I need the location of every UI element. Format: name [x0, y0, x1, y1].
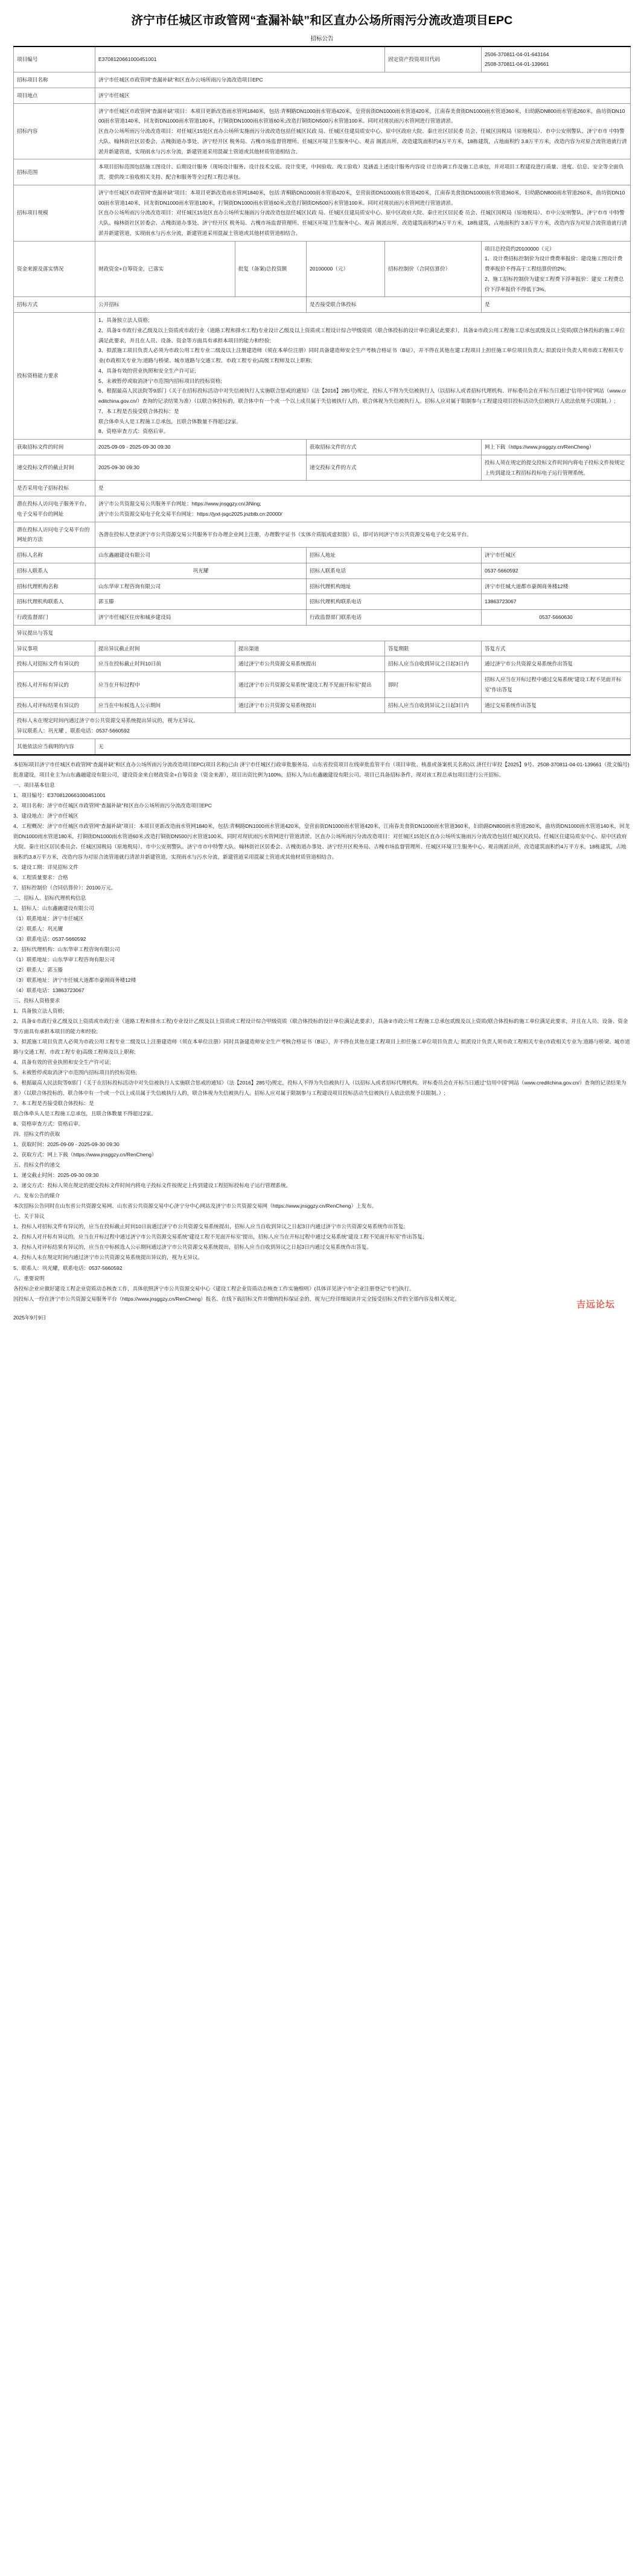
platform-label: 潜在投标人访问电子服务平台、电子交易平台的网址 [14, 496, 95, 522]
table-row-objection-title [14, 625, 631, 641]
table-row-other [14, 739, 631, 754]
qualification-item: 2、具备①市政行业乙级及以上资质或市政行业（道路工程和排水工程)专业设计乙级及以上资质或工程设计综合甲级资质（联合体投标的设计单位满足此要求），具备②市政公用工程施工总承包贰级及以上资质(联合体投标的施工单位满足此要求，并且在人员、设备、资金等方面具有承担本项目的能力和经验; [98, 327, 625, 344]
funding-label: 资金来源及落实情况 [14, 241, 95, 297]
fixed-asset-label: 固定资产投资项目代码 [385, 46, 482, 72]
objection-item: 投标人对招标文件有异议的 [14, 656, 95, 672]
qualification-item: 5、未被暂停或取消济宁市范围内招标项目的投标资格; [98, 377, 222, 384]
section-1-item: 2、项目名称：济宁市任城区市政管网“查漏补缺”和区直办公场所雨污分流改造项目EPC [13, 802, 212, 809]
bid-method-label: 招标方式 [14, 297, 95, 313]
objection-note-1: 投标人未在规定时间内通过济宁市公共资源交易系统提出异议的，视为无异议。 [17, 717, 199, 724]
consortium-value: 是 [482, 297, 631, 313]
qualification-label: 投标资格能力要求 [14, 313, 95, 440]
objection-channel: 通过济宁市公共资源交易系统“建设工程不见面开标室”提出 [235, 672, 385, 698]
agency-phone-value: 13863723067 [482, 594, 631, 610]
section-8-title: 八、重要说明 [13, 1275, 45, 1281]
objection-reply-way: 通过交易系统作出答复 [482, 697, 631, 713]
section-2-item: 1、招标人：山东鑫融建设有限公司 [13, 905, 94, 911]
objection-reply-period: 招标人应当自收到异议之日起3日内 [385, 697, 482, 713]
tenderee-phone-label: 招标人联系电话 [307, 563, 482, 578]
table-row-project-number [14, 46, 631, 72]
section-2-item: （2）联系人：巩光耀 [13, 925, 63, 932]
table-row-funding [14, 241, 631, 297]
qualification-item: 3、拟派施工项目负责人必须为市政公用工程专业二级及以上注册建造师（须在本单位注册）同时具备建造师安全生产考核合格证书（B证），并不得在其他在建工程项目上担任施工单位项目负责人; 拟派设计负责人须市政工程相关专业(市政相关专业为:道路与桥梁、城市道路与交通工程、市政工程专业)高级工程师及以上职称; [98, 347, 624, 364]
scale-value [95, 185, 631, 241]
content-value [95, 103, 631, 159]
qualification-value [95, 313, 631, 440]
table-row-qualification [14, 313, 631, 440]
tenderee-phone-value: 0537-5660592 [482, 563, 631, 578]
objection-deadline: 应当在开标过程中 [95, 672, 235, 698]
platform-url-trading: 济宁市公共资源交易电子化交易平台网址：https://jyxt-jsgc2025.jnzbtb.cn:20000/ [98, 510, 282, 517]
get-doc-time-label: 获取招标文件的时间 [14, 440, 95, 455]
content-paragraph-1: 济宁市任城区市政管网“查漏补缺”项目：本项目更新改造雨水管网1840米，包括:青桐路DN1000雨水管道420米，皇营前街DN1000雨水管道420米，江南春美食街DN1000雨水管道360米，妇幼路DN800雨水管道260米，曲坊街DN1000雨水管道140米，回龙街DN1000雨水管道180米，打铜街DN1000雨水管道60米;改造打铜街DN500污水管道100米。同时对现状雨污水管网进行管道清淤。 [98, 107, 625, 124]
tenderee-name-value: 山东鑫融建设有限公司 [95, 548, 307, 563]
submit-way-value: 投标人须在规定的提交投标文件时间内将电子投标文件按规定上传到建设工程招标投标电子运行管理系统。 [482, 455, 631, 481]
section-8-item: 因投标人一经在济宁市公共资源交易服务平台（https://www.jnsggzy.cn/RenCheng）报名、在线下载招标文件并缴纳投标保证金的，视为已经详细阅读并完全接受招标文件的全部内容及相关规定。 [13, 1295, 460, 1302]
section-3-item: 8、资格审查方式：资格后审。 [13, 1121, 84, 1127]
qualification-item: 4、具备有效的营业执照和安全生产许可证; [98, 367, 196, 374]
section-6-title: 六、发布公告的媒介 [13, 1193, 60, 1199]
platform-url-public: 济宁市公共资源交易公共服务平台网址：https://www.jnsggzy.cn/JiNing; [98, 501, 261, 507]
page-subtitle: 招标公告 [310, 35, 334, 42]
project-number-value: E3708120661000451001 [95, 46, 385, 72]
table-row-tenderee-contact [14, 563, 631, 578]
section-1-item: 4、工程概况：济宁市任城区市政管网“查漏补缺”项目：本项目更新改造雨水管网1840米，包括:青桐路DN1000雨水管道420米，皇营前街DN1000雨水管道420米，江南春美食街DN1000雨水管道360米，妇幼路DN800雨水管道260米，曲坊街DN1000雨水管道140米，回龙街DN1000雨水管道180米，打铜街DN1000雨水管道60米;改造打铜街DN500污水管道100米。同时对现状雨污水管网进行管道清淤。区直办公场所雨污分流改造项目：对任城区15处区直办公场所实施雨污分流改造包括任城区民政局、任城区住建局质安中心、原中区政府大院、秦庄社区居民委员会、任城区国税局（原地税局）、市中公安刑警队、济宁市市中特警大队、翰林街社区居委会、古槐街道办事处、济宁经开区税务局、古槐市场监督管理所、任城区环境卫生服务中心、观音阁派出所，改造建筑面积约4万平方米，18栋建筑，占地面积约3.8万平方米，改造内容为对原合流管道就行清淤并新建管道，实现雨水与污水分流，新建管道采用混凝土管道或其他材质管道相结合。 [13, 822, 630, 860]
agency-contact-label: 招标代理机构联系人 [14, 594, 95, 610]
body-intro: 本招标项目济宁市任城区市政管网“查漏补缺”和区直办公场所雨污分流改造项目EPC(项目名称)已由 济宁市任城区行政审批服务局、山东省投资项目在线审批监管平台（项目审批、核准或备案机关名称)以 济任行审投【2025】9号、2508-370811-04-01-139661（批文编号)批准建设，项目业主为山东鑫融建设有限公司，建设资金来自财政资金+自筹资金（资金来源），项目出资比例为100%，招标人为山东鑫融建设有限公司。项目已具备招标条件，现对该工程总承包项目进行公开招标。 [13, 761, 630, 778]
table-row-bid-method [14, 297, 631, 313]
section-1-title: 一、项目基本信息 [13, 781, 55, 788]
submit-deadline-label: 递交投标文件的截止时间 [14, 455, 95, 481]
control-price-line-2: 1、设计费招标控制价为设计费费率报价：建设施工图设计费费率报价不得高于工程结算价的2%; [485, 255, 623, 272]
agency-address-value: 济宁市任城大道都市豪阁商务楼12楼 [482, 578, 631, 594]
objection-item: 投标人对开标有异议的 [14, 672, 95, 698]
objection-item: 投标人对评标结果有异议的 [14, 697, 95, 713]
table-row-ebid [14, 481, 631, 496]
qualification-item: 1、具备独立法人资格; [98, 317, 150, 324]
section-7-item: 3、投标人对评标结果有异议的，应当在中标候选人公示期间通过济宁市公共资源交易系统提出，招标人应当自收到异议之日起3日内通过交易系统作出答复。 [13, 1244, 372, 1251]
other-content-label: 其他依法应当载明的内容 [14, 739, 95, 754]
objection-reply-way: 通过济宁市公共资源交易系统作出答复 [482, 656, 631, 672]
control-price-value [482, 241, 631, 297]
section-2-item: 2、招标代理机构：山东华审工程咨询有限公司 [13, 946, 120, 953]
ebid-label: 是否采用电子招标投标 [14, 481, 95, 496]
tenderee-contact-label: 招标人联系人 [14, 563, 95, 578]
section-1-item: 3、建设地点：济宁市任城区 [13, 812, 78, 819]
section-2-item: （2）联系人：郭玉滕 [13, 967, 63, 973]
scale-paragraph-1: 济宁市任城区市政管网“查漏补缺”项目：本项目更新改造雨水管网1840米，包括:青桐路DN1000雨水管道420米，皇营前街DN1000雨水管道420米，江南春美食街DN1000雨水管道360米，妇幼路DN800雨水管道260米，曲坊街DN1000雨水管道140米，回龙街DN1000雨水管道180米，打铜街DN1000雨水管道60米;改造打铜街DN500污水管道100米。同时对现状雨污水管网进行管道清淤。 [98, 189, 625, 206]
qualification-item: 8、资格审查方式：资格后审。 [98, 428, 169, 435]
section-2-title: 二、招标人、招标代理机构信息 [13, 894, 86, 901]
section-6-item: 本次招标公告同时在山东省公共资源交易网、山东省公共资源交易中心济宁分中心网站及济宁市公共资源交易网（https://www.jnsggzy.cn/RenCheng）上发布。 [13, 1203, 377, 1210]
agency-address-label: 招标代理机构地址 [307, 578, 482, 594]
section-2-item: （1）联系地址：山东华审工程咨询有限公司 [13, 956, 115, 963]
section-5-item: 2、递交方式：投标人须在规定的提交投标文件时间内将电子投标文件按规定上传到建设工程招标投标电子运行管理系统。 [13, 1182, 292, 1189]
project-name-label: 招标项目名称 [14, 72, 95, 88]
table-row-get-doc [14, 440, 631, 455]
tender-info-table [13, 46, 631, 755]
section-3-item: 7、本工程是否接受联合体投标：是 [13, 1100, 94, 1107]
section-7-title: 七、关于异议 [13, 1213, 45, 1220]
scope-label: 招标范围 [14, 159, 95, 185]
table-row-agency-contact [14, 594, 631, 610]
project-site-value: 济宁市任城区 [95, 88, 631, 103]
publish-date: 2025年9月9日 [13, 1314, 46, 1321]
section-3-item: 联合体牵头人是工程施工总承包，且联合体数量不得超过2家。 [13, 1110, 156, 1117]
submit-way-label: 递交投标文件的方式 [307, 455, 482, 481]
tenderee-address-label: 招标人地址 [307, 548, 482, 563]
section-3-item: 6、根据最高人民法院等9部门《关于在招标投标活动中对失信被执行人实施联合惩戒的通知》（法【2016】285号)规定，投标人不得为失信被执行人（以招标人或者招标代理机构、评标委员会在开标当日通过“信用中国”网站（www.creditchina.gov.cn/）查询的记录结果为准）（以联合体投标的，联合体中有一个或一个以上成员属于失信被执行人的，联合体视为失信被执行人。招标人应对属于限制参与工程建设项目投标活动失信被执行人依法依规予以限制。）; [13, 1080, 626, 1097]
control-price-line-1: 项目总投资约20100000（元） [485, 245, 555, 252]
supervisor-label: 行政监督部门 [14, 610, 95, 626]
objection-header-deadline: 提出异议截止时间 [95, 641, 235, 656]
platform-method-label: 潜在投标人访问电子交易平台的网址的方法 [14, 522, 95, 548]
tenderee-name-label: 招标人名称 [14, 548, 95, 563]
objection-header-channel: 提出渠道 [235, 641, 385, 656]
control-price-label: 招标控制价（合同估算价） [385, 241, 482, 297]
section-7-item: 1、投标人对招标文件有异议的，应当在投标截止时间10日前通过济宁市公共资源交易系统提出，招标人应当自收到异议之日起3日内通过济宁市公共资源交易系统作出答复; [13, 1223, 405, 1230]
site-watermark: 吉远论坛 [576, 1299, 615, 1310]
section-3-item: 2、具备①市政行业乙级及以上资质或市政行业（道路工程和排水工程)专业设计乙级及以上资质或工程设计综合甲级资质（联合体投标的设计单位满足此要求），具备②市政公用工程施工总承包贰级及以上资质(联合体投标的施工单位满足此要求，并且在人员、设备、资金等方面具有承担本项目的能力和经验; [13, 1018, 628, 1035]
table-row-objection [14, 672, 631, 698]
qualification-item: 联合体牵头人是工程施工总承包，且联合体数量不得超过2家。 [98, 418, 241, 425]
project-site-label: 项目地点 [14, 88, 95, 103]
agency-phone-label: 招标代理机构联系电话 [307, 594, 482, 610]
other-content-value: 无 [95, 739, 631, 754]
objection-header-reply-way: 答复方式 [482, 641, 631, 656]
table-row-content [14, 103, 631, 159]
section-5-title: 五、投标文件的递交 [13, 1162, 60, 1168]
table-row-project-name [14, 72, 631, 88]
get-doc-time-value: 2025-09-09 - 2025-09-30 09:30 [95, 440, 307, 455]
objection-notes [14, 713, 631, 739]
section-2-item: （3）联系地址：济宁市任城大道都市豪阁商务楼12楼 [13, 977, 136, 984]
section-8-item: 各投标企业应做好建设工程企业资质动态核查工作，具体依照济宁市公共资源交易中心《建设工程企业资质动态核查工作实施细则》(具体详见济宁市“企业注册登记”专栏)执行。 [13, 1285, 415, 1292]
bid-method-value: 公开招标 [95, 297, 307, 313]
table-row-agency [14, 578, 631, 594]
get-doc-way-value: 网上下载（https://www.jnsggzy.cn/RenCheng） [482, 440, 631, 455]
section-3-item: 3、拟派施工项目负责人必须为市政公用工程专业二级及以上注册建造师（须在本单位注册）同时具备建造师安全生产考核合格证书（B证），并不得在其他在建工程项目上担任施工单位项目负责人; 拟派设计负责人须市政工程相关专业(市政相关专业为:道路与桥梁、城市道路与交通工程、市政工程专业)高级工程师及以上职称; [13, 1039, 630, 1056]
content-paragraph-2: 区直办公场所雨污分流改造项目：对任城区15处区直办公场所实施雨污分流改造包括任城区民政 局、任城区住建局质安中心、原中区政府大院、秦庄社区居民委 员会、任城区国税局（原地税局）、市中公安刑警队、济宁市市 中特警大队、翰林街社区居委会、古槐街道办事处、济宁经开区 税务局、古槐市场监督管理所、任城区环境卫生服务中心、观音 阁派出所，改造建筑面积约4万平方米，18栋建筑，占地面积约 3.8万平方米，改造内容为对原合流管道就行清淤并新建管道，实现雨水与污水分流，新建管道采用混凝土管道或其他材质管道相结合。 [98, 128, 627, 155]
tenderee-address-value: 济宁市任城区 [482, 548, 631, 563]
objection-reply-way: 招标人应当在开标过程中通过交易系统“建设工程不见面开标室”作出答复 [482, 672, 631, 698]
table-row-project-site [14, 88, 631, 103]
qualification-item: 6、根据最高人民法院等9部门《关于在招标投标活动中对失信被执行人实施联合惩戒的通知》（法【2016】285号)规定，投标人不得为失信被执行人（以招标人或者招标代理机构、评标委员会在开标当日通过“信用中国”网站（www.creditchina.gov.cn/）查询的记录结果为准）（以联合体投标的，联合体中有一个或一个以上成员属于失信被执行人的，联合体视为失信被执行人。招标人应对属于限制参与工程建设项目投标活动失信被执行人依法依规予以限制。）; [98, 388, 626, 405]
funding-source-value: 财政资金+自筹资金，已落实 [95, 241, 235, 297]
table-row-scale [14, 185, 631, 241]
section-1-item: 1、项目编号：E3708120661000451001 [13, 792, 106, 798]
fixed-asset-value [482, 46, 631, 72]
platform-method-value: 各潜在投标人登录济宁市公共资源交易公共服务平台办理企业网上注册，办理数字证书（实体介质版或虚拟版）后，即可访问济宁市公共资源交易电子化交易平台。 [95, 522, 631, 548]
scale-label: 招标项目规模 [14, 185, 95, 241]
section-2-item: （3）联系电话：0537-5660592 [13, 936, 86, 942]
fixed-asset-value-1: 2506-370811-04-01-643164 [485, 51, 549, 57]
agency-name-value: 山东华审工程咨询有限公司 [95, 578, 307, 594]
section-7-item: 2、投标人对开标有异议的，应当在开标过程中通过济宁市公共资源交易系统“建设工程不见面开标室”提出，招标人应当在开标过程中通过交易系统“建设工程不见面开标室”作出答复; [13, 1234, 424, 1240]
approved-investment-label: 批复（备案)总投资额 [235, 241, 307, 297]
scale-paragraph-2: 区直办公场所雨污分流改造项目：对任城区15处区直办公场所实施雨污分流改造包括任城区民政 局、任城区住建局质安中心、原中区政府大院、秦庄社区居民委 员会、任城区国税局（原地税局）、市中公安刑警队、济宁市市 中特警大队、翰林街社区居委会、古槐街道办事处、济宁经开区 税务局、古槐市场监督管理所、任城区环境卫生服务中心、观音 阁派出所，改造建筑面积约4万平方米，18栋建筑，占地面积约 3.8万平方米，改造内容为对原合流管道就行清淤并新建管道，实现雨水与污水分流，新建管道采用混凝土管道或其他材质管道相结合。 [98, 210, 627, 236]
supervisor-value: 济宁市任城区住房和城乡建设局 [95, 610, 307, 626]
objection-header-reply-period: 答复期限 [385, 641, 482, 656]
fixed-asset-value-2: 2508-370811-04-01-139661 [485, 61, 549, 68]
project-number-label: 项目编号 [14, 46, 95, 72]
section-2-item: （4）联系电话：13863723067 [13, 987, 84, 994]
agency-contact-value: 郭玉滕 [95, 594, 307, 610]
table-row-scope [14, 159, 631, 185]
get-doc-way-label: 获取招标文件的方式 [307, 440, 482, 455]
announcement-body [13, 755, 631, 1304]
objection-section-title: 异议提出与答复 [14, 625, 631, 641]
section-3-item: 4、具备有效的营业执照和安全生产许可证; [13, 1059, 111, 1066]
objection-header-row [14, 641, 631, 656]
submit-deadline-value: 2025-09-30 09:30 [95, 455, 307, 481]
objection-deadline: 应当在投标截止时间10日前 [95, 656, 235, 672]
table-row-objection [14, 656, 631, 672]
approved-investment-value: 20100000（元） [307, 241, 385, 297]
section-1-item: 6、工程质量要求：合格 [13, 874, 68, 880]
section-4-item: 2、获取方式：网上下载（https://www.jnsggzy.cn/RenCheng） [13, 1152, 157, 1158]
section-3-title: 三、投标人资格要求 [13, 998, 60, 1004]
section-3-item: 1、具备独立法人资格; [13, 1008, 65, 1014]
objection-reply-period: 招标人应当自收到异议之日起3日内 [385, 656, 482, 672]
tenderee-contact-value: 巩光耀 [95, 563, 307, 578]
table-row-platform-method [14, 522, 631, 548]
section-4-title: 四、招标文件的获取 [13, 1131, 60, 1138]
section-5-item: 1、递交截止时间：2025-09-30 09:30 [13, 1172, 99, 1179]
table-row-objection [14, 697, 631, 713]
table-row-supervisor [14, 610, 631, 626]
supervisor-phone-label: 行政监督部门联系电话 [307, 610, 482, 626]
table-row-tenderee [14, 548, 631, 563]
page-title: 济宁市任城区市政管网“查漏补缺”和区直办公场所雨污分流改造项目EPC [131, 14, 513, 27]
agency-name-label: 招标代理机构名称 [14, 578, 95, 594]
consortium-label: 是否接受联合体投标 [307, 297, 482, 313]
content-label: 招标内容 [14, 103, 95, 159]
table-row-platform [14, 496, 631, 522]
section-7-item: 5、联系人：巩光耀，联系电话：0537-5660592 [13, 1264, 123, 1271]
objection-note-2: 异议联系人：巩光耀 ，联系电话：0537-5660592 [17, 728, 130, 734]
supervisor-phone-value: 0537-5660630 [482, 610, 631, 626]
objection-header-item: 异议事项 [14, 641, 95, 656]
table-row-objection-note [14, 713, 631, 739]
objection-deadline: 应当在中标候选人公示期间 [95, 697, 235, 713]
qualification-item: 7、本工程是否接受联合体投标：是 [98, 408, 179, 414]
section-1-item: 5、建设工期：详见招标文件 [13, 863, 78, 870]
platform-value [95, 496, 631, 522]
section-2-item: （1）联系地址：济宁市任城区 [13, 915, 84, 921]
table-row-submit [14, 455, 631, 481]
objection-channel: 通过济宁市公共资源交易系统提出 [235, 697, 385, 713]
objection-channel: 通过济宁市公共资源交易系统提出 [235, 656, 385, 672]
project-name-value: 济宁市任城区市政管网“查漏补缺”和区直办公场所雨污分流改造项目EPC [95, 72, 631, 88]
section-1-item: 7、招标控制价（合同估算价）：20100万元。 [13, 884, 116, 891]
ebid-value: 是 [95, 481, 631, 496]
control-price-line-3: 2、施工招标控制价为建安工程费下浮率报价：建安 工程费总价下浮率报价不得低于3%。 [485, 275, 624, 292]
section-3-item: 5、未被暂停或取消济宁市范围内招标项目的投标资格; [13, 1069, 137, 1076]
section-7-item: 4、投标人未在规定时间内通过济宁市公共资源交易系统提出异议的，视为无异议。 [13, 1254, 203, 1261]
objection-reply-period: 即时 [385, 672, 482, 698]
section-4-item: 1、获取时间：2025-09-09 - 2025-09-30 09:30 [13, 1141, 120, 1148]
scope-value: 本项目招标范围包括施工图设计、后期设计服务（现场设计服务、设计技术交底、设计变更，中间验收、竣工验收）及涵盖上述设计服务内容设 计总协调工作及施工总承包，并对项目工程建设进行质量、进度、信息、安全等全面负责，提供竣工验收相关支持、配合和服务等全过程工程总承包。 [95, 159, 631, 185]
